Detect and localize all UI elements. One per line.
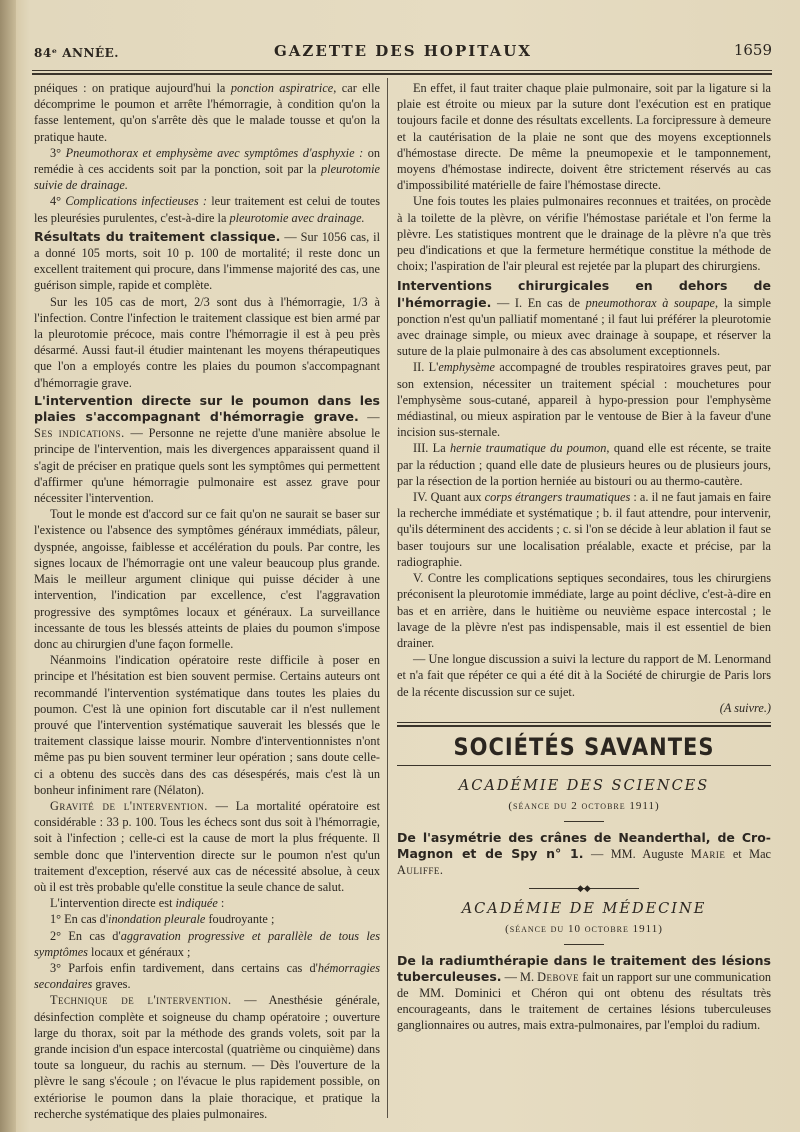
communication-item: De l'asymétrie des crânes de Neanderthal, de Cro-Magnon et de Spy n° 1. — MM. Auguste Marie et Mac Auliffe. [397, 829, 771, 877]
list-item: 2° En cas d'aggravation progressive et parallèle de tous les symptômes locaux et généraux ; [34, 928, 381, 959]
paragraph: Tout le monde est d'accord sur ce fait qu'on ne saurait se baser sur l'existence ou l'absence des symptômes généraux immédiats, pâleur, dyspnée, angoisse, faiblesse et accélération du pouls. Par contre, les signes locaux de l'hémorragie ont une valeur beaucoup plus grande. Mais le meilleur argument clinique qui puisse décider à une intervention, l'indication par excellence, c'est l'aggravation progressive des symptômes locaux et généraux. La surveillance incessante de tous les blessés atteints de plaies du poumon s'impose donc au chirurgien d'une façon formelle. [34, 507, 380, 651]
paragraph: Sur les 105 cas de mort, 2/3 sont dus à l'hémorragie, 1/3 à l'infection. Contre l'infection le traitement classique est bien armé par la pleurotomie précoce, mais contre l'hémorragie il est à peu près désarmé. Aussi faut-il étudier maintenant les moyens thérapeutiques que l'on a employés contre les plaies du poumon s'accompagnant d'hémorragie grave. [34, 294, 380, 390]
column-divider [387, 78, 388, 1118]
header-rule [32, 70, 772, 71]
section-heading: Résultats du traitement classique. — Sur 1056 cas, il a donné 105 morts, soit 10 p. 100 de mortalité; il reste donc un excellent traitement qui procure, dans l'immense majorité des cas, une guérison simple, rapide et complète. [34, 228, 380, 293]
paragraph: Technique de l'intervention. — Anesthésie générale, désinfection complète et soigneuse du champ opératoire ; ouverture large du thorax, soit par la méthode des grands volets, soit par la grande incision d'un espace intercostal (quatrième ou cinquième) dans toute sa longueur, du rachis au sternum. — Dès l'ouverture de la plèvre le sang s'écoule ; on l'évacue le plus rapidement possible, on extériorise le poumon dans la plaie thoracique, et pratique la recherche systématique des plaies pulmonaires. [34, 993, 380, 1121]
paragraph: Une fois toutes les plaies pulmonaires reconnues et traitées, on procède à la toilette de la plèvre, on vérifie l'hémostase pariétale et l'on ferme la plèvre. Les statistiques montrent que le drainage de la plèvre n'a que très peu d'indications et que la fermeture hermétique constitue la méthode de choix; l'aspiration de l'air pleural est rejetée par la plupart des chirurgiens. [397, 194, 771, 274]
short-rule [564, 821, 604, 822]
paragraph: Gravité de l'intervention. — La mortalité opératoire est considérable : 33 p. 100. Tous les échecs sont dus soit à l'hémorragie, soit à l'infection ; celle-ci est la cause de mort la plus fréquente. Il semble donc que l'intervention directe sur le poumon n'est qu'un traitement d'exception, réservé aux cas de nécessité absolue, à ceux où il est très probable qu'elle constitue la seule chance de salut. [34, 798, 380, 894]
a-suivre: (A suivre.) [719, 700, 771, 715]
page-header [34, 38, 772, 68]
header-page-number: 1659 [733, 41, 772, 59]
academie-medecine-title: ACADÉMIE DE MÉDECINE [461, 901, 707, 918]
academie-sciences-title: ACADÉMIE DES SCIENCES [458, 778, 710, 795]
section-rule [397, 722, 771, 723]
right-column [397, 80, 771, 1034]
paragraph: L'intervention directe est indiquée : [50, 896, 225, 911]
paragraph: III. La hernie traumatique du poumon, quand elle est récente, se traite par la réduction ; quand elle date de plusieurs heures ou de plusieurs jours, par la résection de la portion herniée au bistouri ou au thermo-cautère. [397, 441, 771, 488]
header-annee: 84ᵉ ANNÉE. [34, 46, 119, 60]
paragraph: II. L'emphysème accompagné de troubles respiratoires graves peut, par son extension, nécessiter un traitement spécial : mouchetures pour l'emphysème sous-cutané, appareil à hypo-pression pour l'emphysème médiastinal, ou mieux aspiration par le ventouse de Bier à la faveur d'une incision sus-sternale. [397, 360, 771, 440]
seance-date: (séance du 2 octobre 1911) [508, 800, 660, 813]
communication-item: De la radiumthérapie dans le traitement des lésions tuberculeuses. — M. Debove fait un rapport sur une communication de MM. Dominici et Chéron qui ont obtenu des résultats très encourageants, dans le traitement de certaines lésions tuberculeuses ganglionnaires ou autres, mais extra-pulmonaires, par l'emploi du radium. [397, 952, 772, 1033]
header-rule-thick [32, 73, 772, 75]
section-heading: Interventions chirurgicales en dehors de l'hémorragie. — I. En cas de pneumothorax à soupape, la simple ponction n'est qu'un palliatif momentané ; il faut lui préférer la pleurotomie avec drainage simple, ou mieux avec drainage à soupape, et réserver la suture de la plaie pulmonaire à des cas absolument exceptionnels. [397, 278, 772, 359]
paragraph: — Une longue discussion a suivi la lecture du rapport de M. Lenormand et n'a fait que répéter ce qui a été dit à la Société de chirurgie de Paris lors de la récente discussion sur ce sujet. [397, 652, 771, 699]
paragraph: 4° Complications infectieuses : leur traitement est celui de toutes les pleurésies purulentes, c'est-à-dire la pleurotomie avec drainage. [34, 194, 380, 225]
list-item: 1° En cas d'inondation pleurale foudroyante ; [50, 912, 275, 927]
binding-shadow [0, 0, 16, 1132]
seance-date: (séance du 10 octobre 1911) [505, 923, 663, 936]
paragraph: En effet, il faut traiter chaque plaie pulmonaire, soit par la ligature si la plaie est étroite ou mieux par la suture dont l'exécution est en pratique toujours facile et donne des résultats excellents. La forcipressure à demeure et la cautérisation de la plaie ne sont que des moyens exceptionnels d'hémostase directe. De même la pneumopexie et le tamponnement, moyens d'hémostase indirecte, doivent être strictement réservés au cas d'impossibilité matérielle de faire l'hémostase directe. [397, 81, 771, 193]
section-rule [397, 765, 771, 766]
paragraph: IV. Quant aux corps étrangers traumatiques : a. il ne faut jamais en faire la recherche immédiate et systématique ; b. il faut attendre, pour intervenir, qu'ils déterminent des accidents ; c. si l'on se décide à leur ablation il faut se baser toujours sur une localisation préalable, exacte et précise, par la radiographie. [397, 490, 771, 569]
societes-savantes-title: SOCIÉTÉS SAVANTES [453, 733, 715, 761]
section-rule-thick [397, 725, 771, 727]
paragraph: Néanmoins l'indication opératoire reste difficile à poser en principe et l'hésitation est bien souvent permise. Certains auteurs ont recommandé l'intervention systématique dans toutes les plaies du poumon. C'est là une opinion fort discutable car il n'est nullement prouvé que l'intervention systématique sauverait les blessés que le traitement classique laisse mourir. Nombre d'interventionnistes n'ont même pas pu bien souvent terminer leur opération ; sans doute celle-ci a obtenu des succès dans des cas désespérés, mais c'est là un bonheur infiniment rare (Nélaton). [34, 653, 380, 797]
section-heading: L'intervention directe sur le poumon dans les plaies s'accompagnant d'hémorragie grave. — Ses indications. — Personne ne rejette d'une manière absolue le principe de l'intervention, mais les divergences apparaissent quand il s'agit de préciser en pratique quels sont les symptômes qui permettent d'affirmer qu'une hémorragie pulmonaire est assez grave pour nécessiter l'intervention. [34, 392, 381, 506]
short-rule [564, 944, 604, 945]
paragraph: 3° Pneumothorax et emphysème avec symptômes d'asphyxie : on remédie à ces accidents soit par la ponction, soit par la pleurotomie suivie de drainage. [34, 145, 381, 193]
ornament-rule: ◆◆ [529, 888, 639, 889]
header-title: GAZETTE DES HOPITAUX [273, 42, 532, 60]
paragraph: V. Contre les complications septiques secondaires, tous les chirurgiens préconisent la pleurotomie immédiate, large au point déclive, c'est-à-dire en bas et en arrière, dans le huitième ou neuvième espace intercostal ; le lavage de la plèvre n'est pas indispensable, mais il est essentiel de bien drainer. [397, 571, 771, 650]
paragraph: pnéiques : on pratique aujourd'hui la ponction aspiratrice, car elle décomprime le poumon et arrête l'hémorragie, à condition qu'on la fasse lentement, qu'on s'arrête dès que le malade tousse et qu'on la pratique haute. [34, 81, 381, 144]
list-item: 3° Parfois enfin tardivement, dans certains cas d'hémorragies secondaires graves. [34, 960, 381, 992]
left-column [34, 80, 380, 1122]
